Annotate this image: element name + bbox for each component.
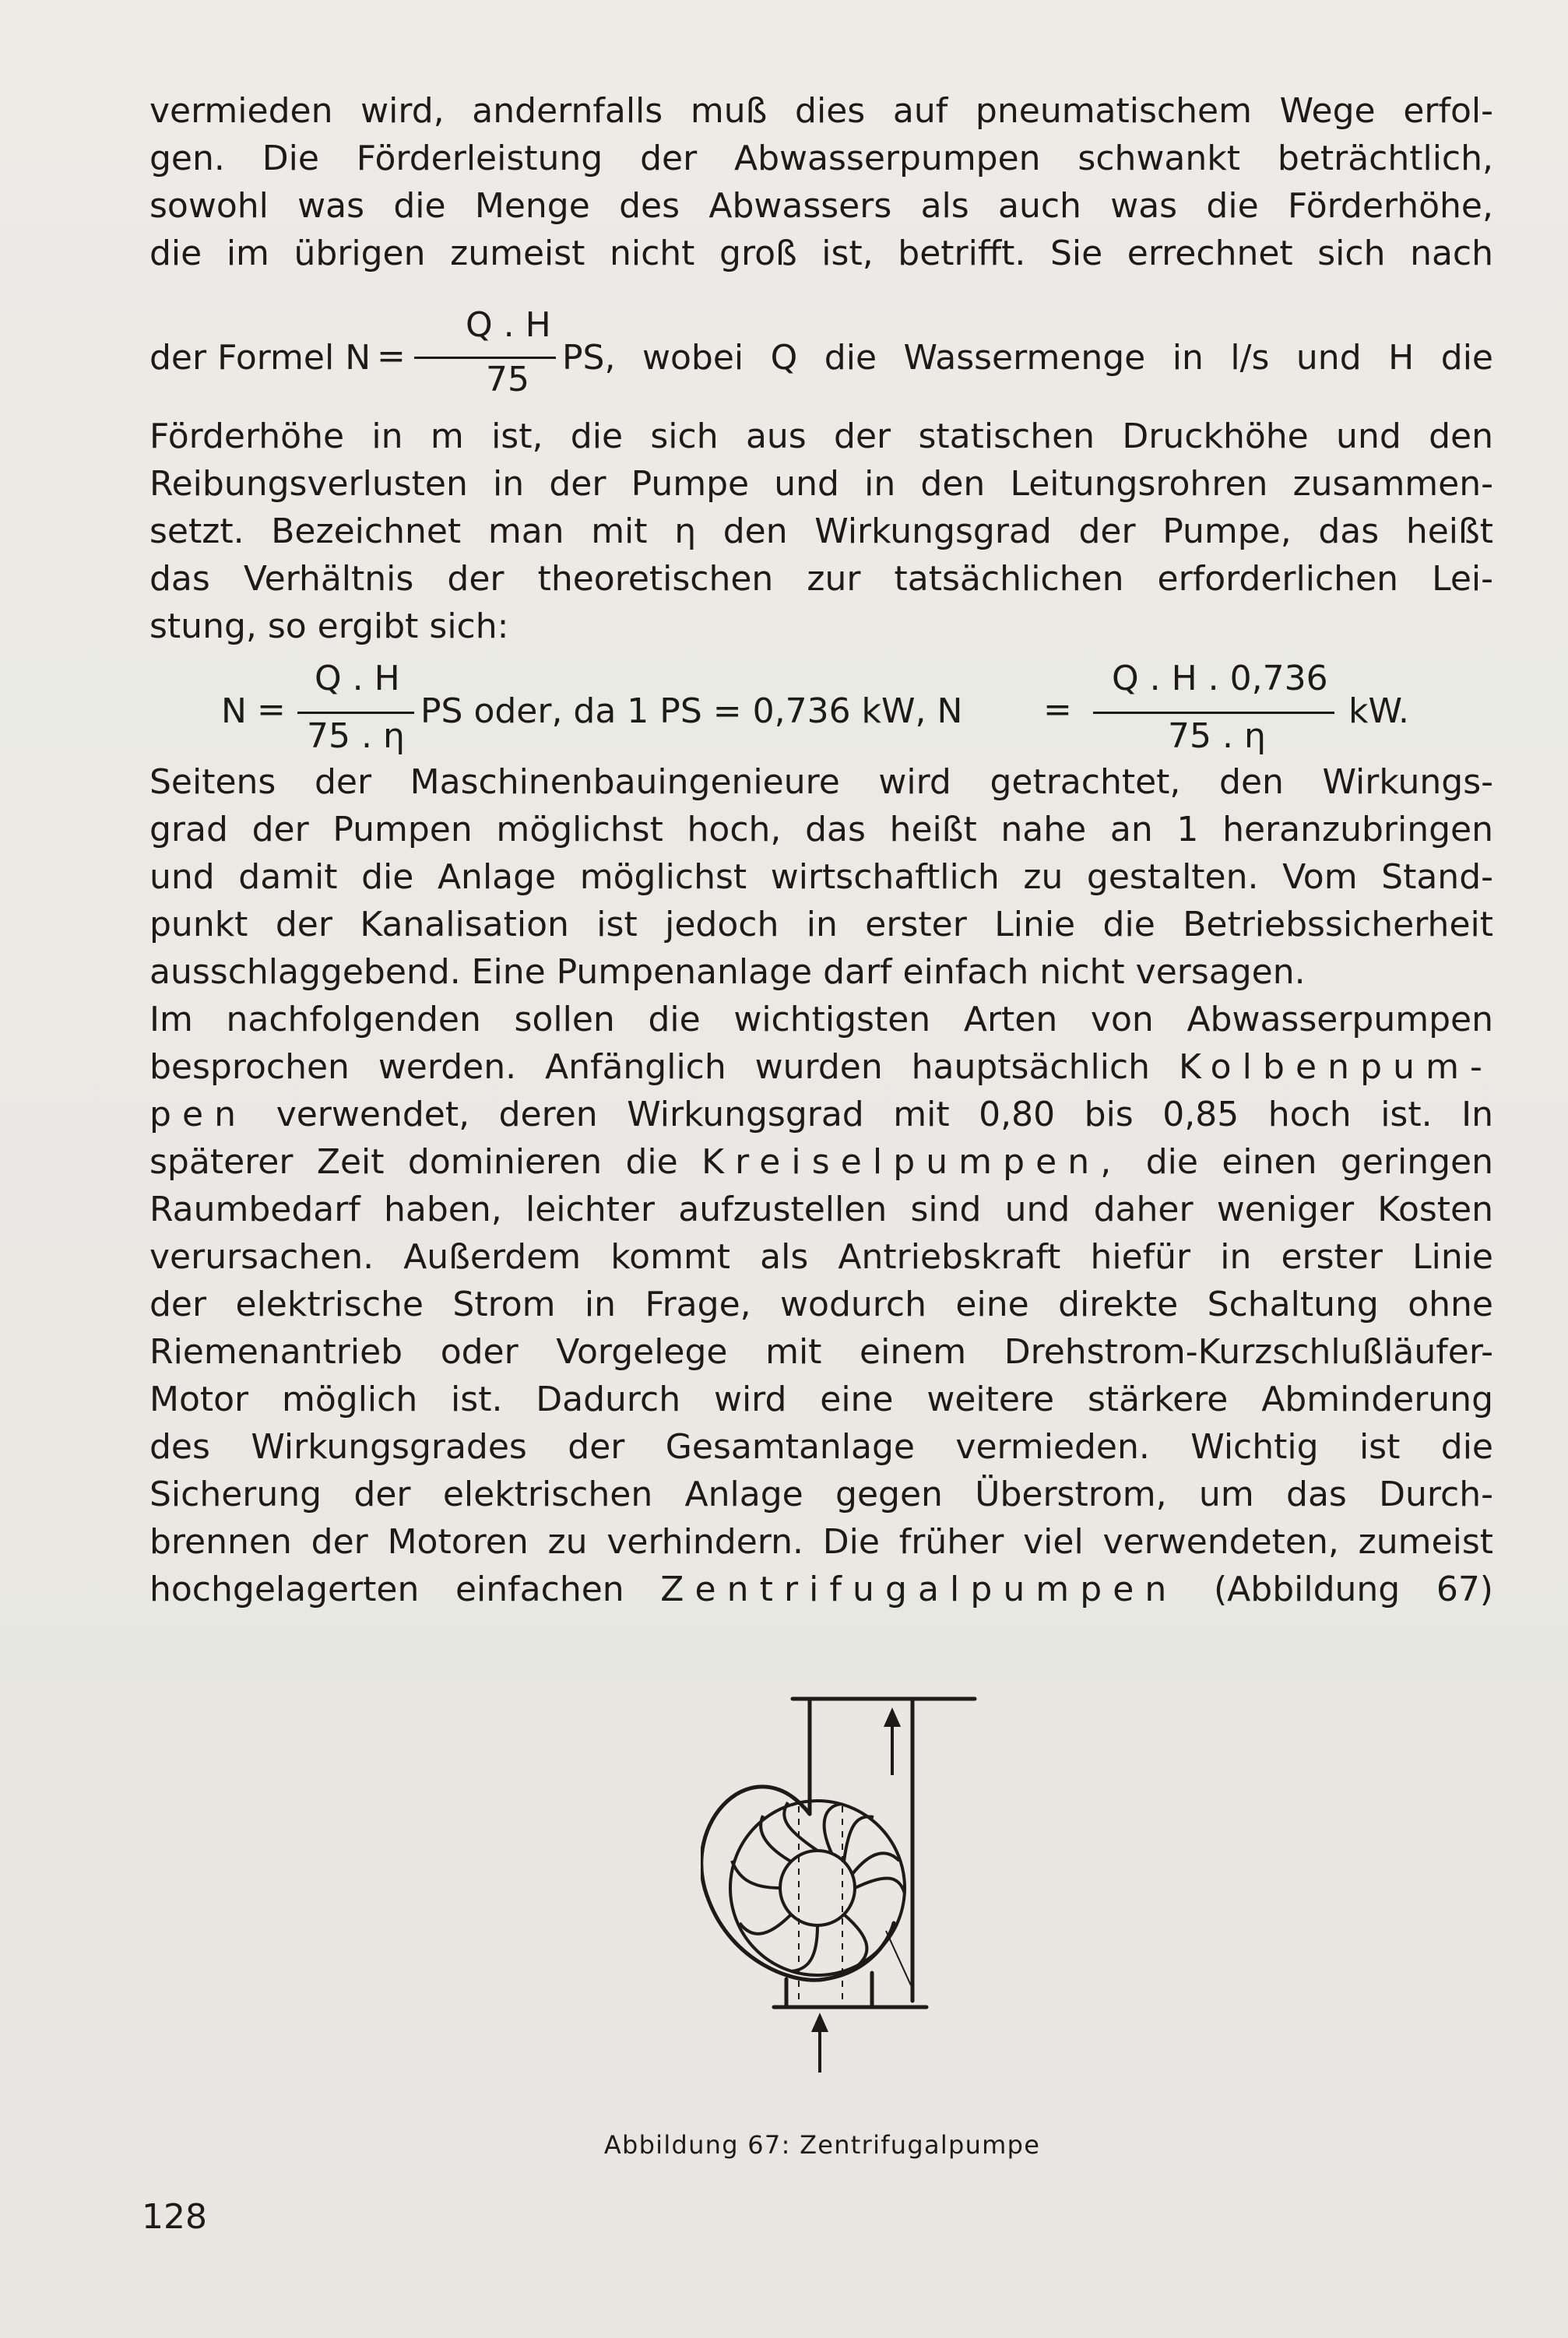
paragraph-1 <box>149 87 1493 277</box>
formula-efficiency <box>149 652 1493 761</box>
formula-power <box>149 305 1493 399</box>
formula-middle: PS oder, da 1 PS = 0,736 kW, N <box>420 691 963 731</box>
paragraph-4 <box>149 996 1493 1613</box>
centrifugal-pump-figure <box>701 1689 997 2079</box>
text-line: Sicherung der elektrischen Anlage gegen Überstrom, um das Durch- <box>149 1475 1493 1514</box>
text-line: setzt. Bezeichnet man mit η den Wirkungsgrad der Pumpe, das heißt <box>149 512 1493 551</box>
text-line: Raumbedarf haben, leichter aufzustellen sind und daher weniger Kosten <box>149 1190 1493 1229</box>
formula-equals: = <box>1043 690 1072 730</box>
formula-numerator-2: Q . H . 0,736 <box>1112 659 1328 698</box>
text-fragment: hochgelagerten einfachen <box>149 1570 624 1609</box>
impeller-blade <box>791 1925 817 1971</box>
text-line <box>149 1091 1493 1138</box>
formula-equals: = <box>257 690 286 730</box>
inflow-arrowhead <box>814 2016 826 2030</box>
impeller-hub <box>780 1851 855 1925</box>
text-line: Reibungsverlusten in der Pumpe und in den Leitungsrohren zusammen- <box>149 464 1493 504</box>
fraction-bar <box>1093 712 1334 714</box>
impeller <box>730 1801 905 1975</box>
text-line: des Wirkungsgrades der Gesamtanlage vermieden. Wichtig ist die <box>149 1427 1493 1467</box>
page-number: 128 <box>142 2197 207 2237</box>
text-line: das Verhältnis der theoretischen zur tatsächlichen erforderlichen Lei- <box>149 559 1493 599</box>
outflow-arrowhead <box>886 1711 898 1725</box>
text-line: grad der Pumpen möglichst hoch, das heißt nahe an 1 heranzubringen <box>149 810 1493 849</box>
text-line: Förderhöhe in m ist, die sich aus der statischen Druckhöhe und den <box>149 417 1493 456</box>
text-line: Riemenantrieb oder Vorgelege mit einem Drehstrom-Kurzschlußläufer- <box>149 1332 1493 1372</box>
formula-numerator-1: Q . H <box>315 659 400 698</box>
formula-denominator: 75 <box>486 360 529 399</box>
formula-denominator-2: 75 . η <box>1168 716 1266 756</box>
spaced-term: pen <box>149 1095 248 1134</box>
paragraph-2 <box>149 413 1493 650</box>
text-line: gen. Die Förderleistung der Abwasserpumpen schwankt beträchtlich, <box>149 139 1493 178</box>
spaced-term: Kolbenpum- <box>1178 1047 1493 1087</box>
paragraph-3 <box>149 758 1493 996</box>
formula-N: N <box>221 691 247 731</box>
text-line: brennen der Motoren zu verhindern. Die früher viel verwendeten, zumeist <box>149 1522 1493 1562</box>
impeller-blade <box>824 1804 841 1853</box>
text-line <box>149 1043 1493 1091</box>
text-line: der elektrische Strom in Frage, wodurch eine direkte Schaltung ohne <box>149 1285 1493 1324</box>
impeller-blade <box>852 1853 899 1875</box>
fraction-bar <box>414 357 556 359</box>
formula-denominator-1: 75 . η <box>307 716 405 756</box>
formula-equals: = <box>377 336 406 376</box>
impeller-blade <box>784 1802 817 1851</box>
text-line: vermieden wird, andernfalls muß dies auf pneumatischem Wege erfol- <box>149 91 1493 131</box>
formula-suffix: PS, wobei Q die Wassermenge in l/s und H die <box>562 338 1493 378</box>
formula-unit: kW. <box>1348 691 1409 731</box>
text-line: sowohl was die Menge des Abwassers als auch was die Förderhöhe, <box>149 186 1493 226</box>
formula-prefix: der Formel N <box>149 338 371 378</box>
impeller-blade <box>844 1816 874 1862</box>
fraction-bar <box>297 712 414 714</box>
text-line: stung, so ergibt sich: <box>149 606 509 646</box>
text-fragment: die einen geringen <box>1145 1142 1493 1182</box>
text-line <box>149 1138 1493 1186</box>
text-line <box>149 1566 1493 1613</box>
text-fragment: besprochen werden. Anfänglich wurden hauptsächlich <box>149 1047 1151 1087</box>
text-line: Seitens der Maschinenbauingenieure wird getrachtet, den Wirkungs- <box>149 762 1493 802</box>
text-fragment: späterer Zeit dominieren die <box>149 1142 678 1182</box>
figure-caption: Abbildung 67: Zentrifugalpumpe <box>603 2130 1041 2160</box>
text-line: Motor möglich ist. Dadurch wird eine weitere stärkere Abminderung <box>149 1380 1493 1419</box>
impeller-blade <box>740 1914 791 1934</box>
text-fragment: verwendet, deren Wirkungsgrad mit 0,80 bis 0,85 hoch ist. In <box>276 1095 1493 1134</box>
spaced-term: Zentrifugalpumpen <box>660 1570 1178 1609</box>
impeller-blade <box>732 1861 780 1888</box>
text-line: ausschlaggebend. Eine Pumpenanlage darf einfach nicht versagen. <box>149 952 1306 992</box>
text-line: Im nachfolgenden sollen die wichtigsten Arten von Abwasserpumpen <box>149 1000 1493 1039</box>
spaced-term: Kreiselpumpen, <box>701 1142 1123 1182</box>
formula-numerator: Q . H <box>466 305 551 345</box>
text-line: und damit die Anlage möglichst wirtschaftlich zu gestalten. Vom Stand- <box>149 857 1493 897</box>
impeller-blade <box>844 1914 867 1967</box>
text-line: verursachen. Außerdem kommt als Antriebskraft hiefür in erster Linie <box>149 1237 1493 1277</box>
impeller-outer-ring <box>730 1801 905 1975</box>
text-line: die im übrigen zumeist nicht groß ist, betrifft. Sie errechnet sich nach <box>149 234 1493 273</box>
text-fragment: (Abbildung 67) <box>1214 1570 1493 1609</box>
impeller-blade <box>855 1878 905 1893</box>
text-line: punkt der Kanalisation ist jedoch in erster Linie die Betriebssicherheit <box>149 905 1493 944</box>
leader-line <box>886 1931 911 1985</box>
